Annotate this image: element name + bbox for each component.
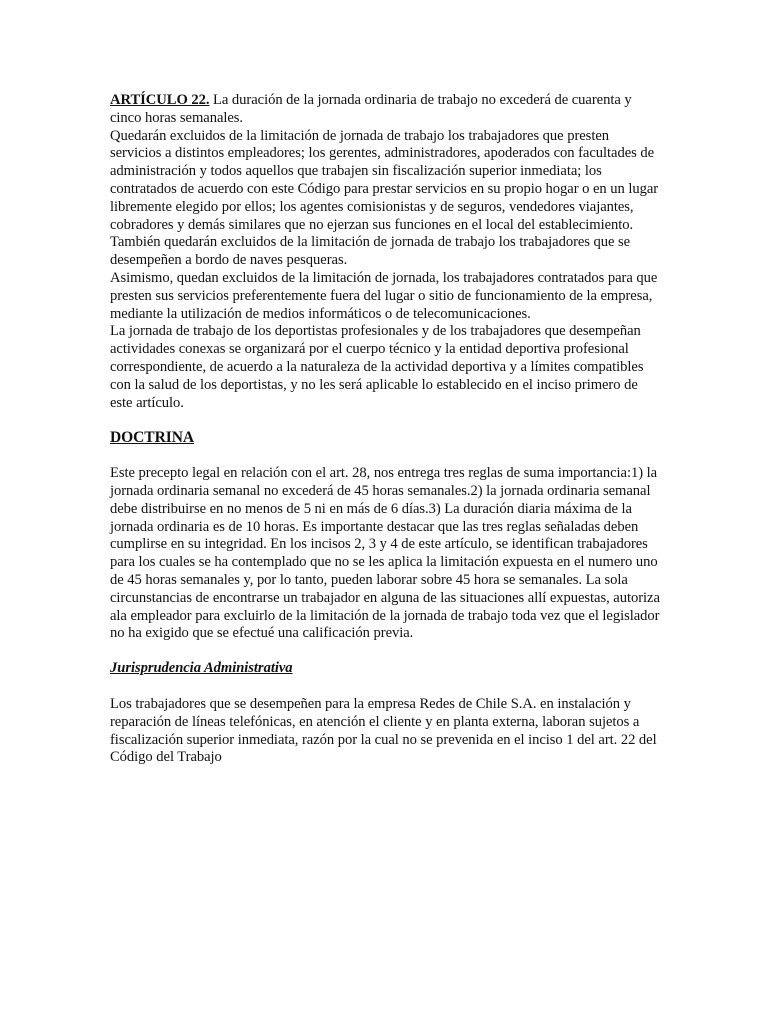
document-page	[110, 92, 662, 767]
article-paragraph-3: Asimismo, quedan excluidos de la limitación de jornada, los trabajadores contratados para que presten sus servicios preferentemente fuera del lugar o sitio de funcionamiento de la empresa, mediante la utilización de medios informáticos o de telecomunicaciones.	[110, 269, 658, 322]
jurisprudencia-paragraph: Los trabajadores que se desempeñen para la empresa Redes de Chile S.A. en instalación y reparación de líneas telefónicas, en atención el cliente y en planta externa, laboran sujetos a fiscalización superior inmediata, razón por la cual no se prevenida en el inciso 1 del art. 22 del Código del Trabajo	[110, 695, 657, 766]
article-intro-text: La duración de la jornada ordinaria de trabajo no excederá de cuarenta y cinco horas semanales.	[110, 92, 632, 126]
doctrina-title: DOCTRINA	[110, 429, 194, 447]
article-paragraph-4: La jornada de trabajo de los deportistas profesionales y de los trabajadores que desempeñan actividades conexas se organizará por el cuerpo técnico y la entidad deportiva profesional correspondiente, de acuerdo a la naturaleza de la actividad deportiva y a límites compatibles con la salud de los deportistas, y no les será aplicable lo establecido en el inciso primero de este artículo.	[110, 323, 644, 411]
article-intro-paragraph	[110, 92, 662, 128]
article-paragraph-2: También quedarán excluidos de la limitación de jornada de trabajo los trabajadores que se desempeñen a bordo de naves pesqueras.	[110, 234, 631, 269]
jurisprudencia-title: Jurisprudencia Administrativa	[110, 660, 293, 677]
doctrina-paragraph: Este precepto legal en relación con el art. 28, nos entrega tres reglas de suma importancia:1) la jornada ordinaria semanal no excederá de 45 horas semanales.2) la jornada ordinaria semanal debe distribuirse en no menos de 5 ni en más de 6 días.3) La duración diaria máxima de la jornada ordinaria es de 10 horas. Es importante destacar que las tres reglas señaladas deben cumplirse en su integridad. En los incisos 2, 3 y 4 de este artículo, se identifican trabajadores para los cuales se ha contemplado que no se les aplica la limitación expuesta en el numero uno de 45 horas semanales y, por lo tanto, pueden laborar sobre 45 hora se semanales. La sola circunstancias de encontrarse un trabajador en alguna de las situaciones allí expuestas, autoriza ala empleador para excluirlo de la limitación de la jornada de trabajo toda vez que el legislador no ha exigido que se efectué una calificación previa.	[110, 465, 660, 642]
article-heading: ARTÍCULO 22.	[110, 92, 210, 108]
article-paragraph-1: Quedarán excluidos de la limitación de jornada de trabajo los trabajadores que presten servicios a distintos empleadores; los gerentes, administradores, apoderados con facultades de administración y todos aquellos que trabajen sin fiscalización superior inmediata; los contratados de acuerdo con este Código para prestar servicios en su propio hogar o en un lugar libremente elegido por ellos; los agentes comisionistas y de seguros, vendedores viajantes, cobradores y demás similares que no ejerzan sus funciones en el local del establecimiento.	[110, 127, 659, 233]
